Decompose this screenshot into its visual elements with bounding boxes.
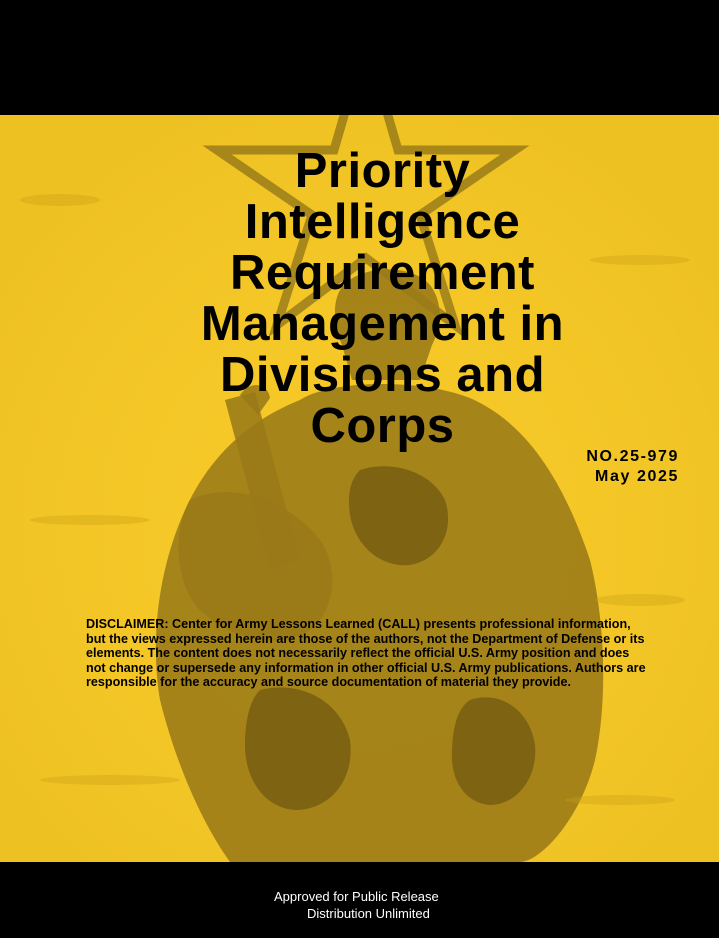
title-line: Management in bbox=[200, 297, 565, 351]
disclaimer-text: DISCLAIMER: Center for Army Lessons Learned (CALL) presents professional information, but the views expressed herein are those of the authors, not the Department of Defense or its elements. The content does not necessarily reflect the official U.S. Army position and does not change or supersede any information in other official U.S. Army publications. Authors are responsible for the accuracy and source documentation of material they provide. bbox=[86, 617, 646, 690]
title-line: Corps bbox=[310, 399, 455, 453]
publication-number: NO.25-979 bbox=[586, 448, 679, 465]
publication-date: May 2025 bbox=[595, 468, 679, 485]
title-line: Divisions and bbox=[219, 348, 546, 402]
release-line-approved: Approved for Public Release bbox=[274, 889, 439, 904]
title-line: Intelligence bbox=[244, 195, 521, 249]
publication-info bbox=[586, 447, 679, 487]
title-line: Requirement bbox=[229, 246, 535, 300]
title-line: Priority bbox=[294, 144, 471, 198]
release-line-distribution: Distribution Unlimited bbox=[307, 906, 430, 921]
document-title bbox=[120, 146, 645, 452]
